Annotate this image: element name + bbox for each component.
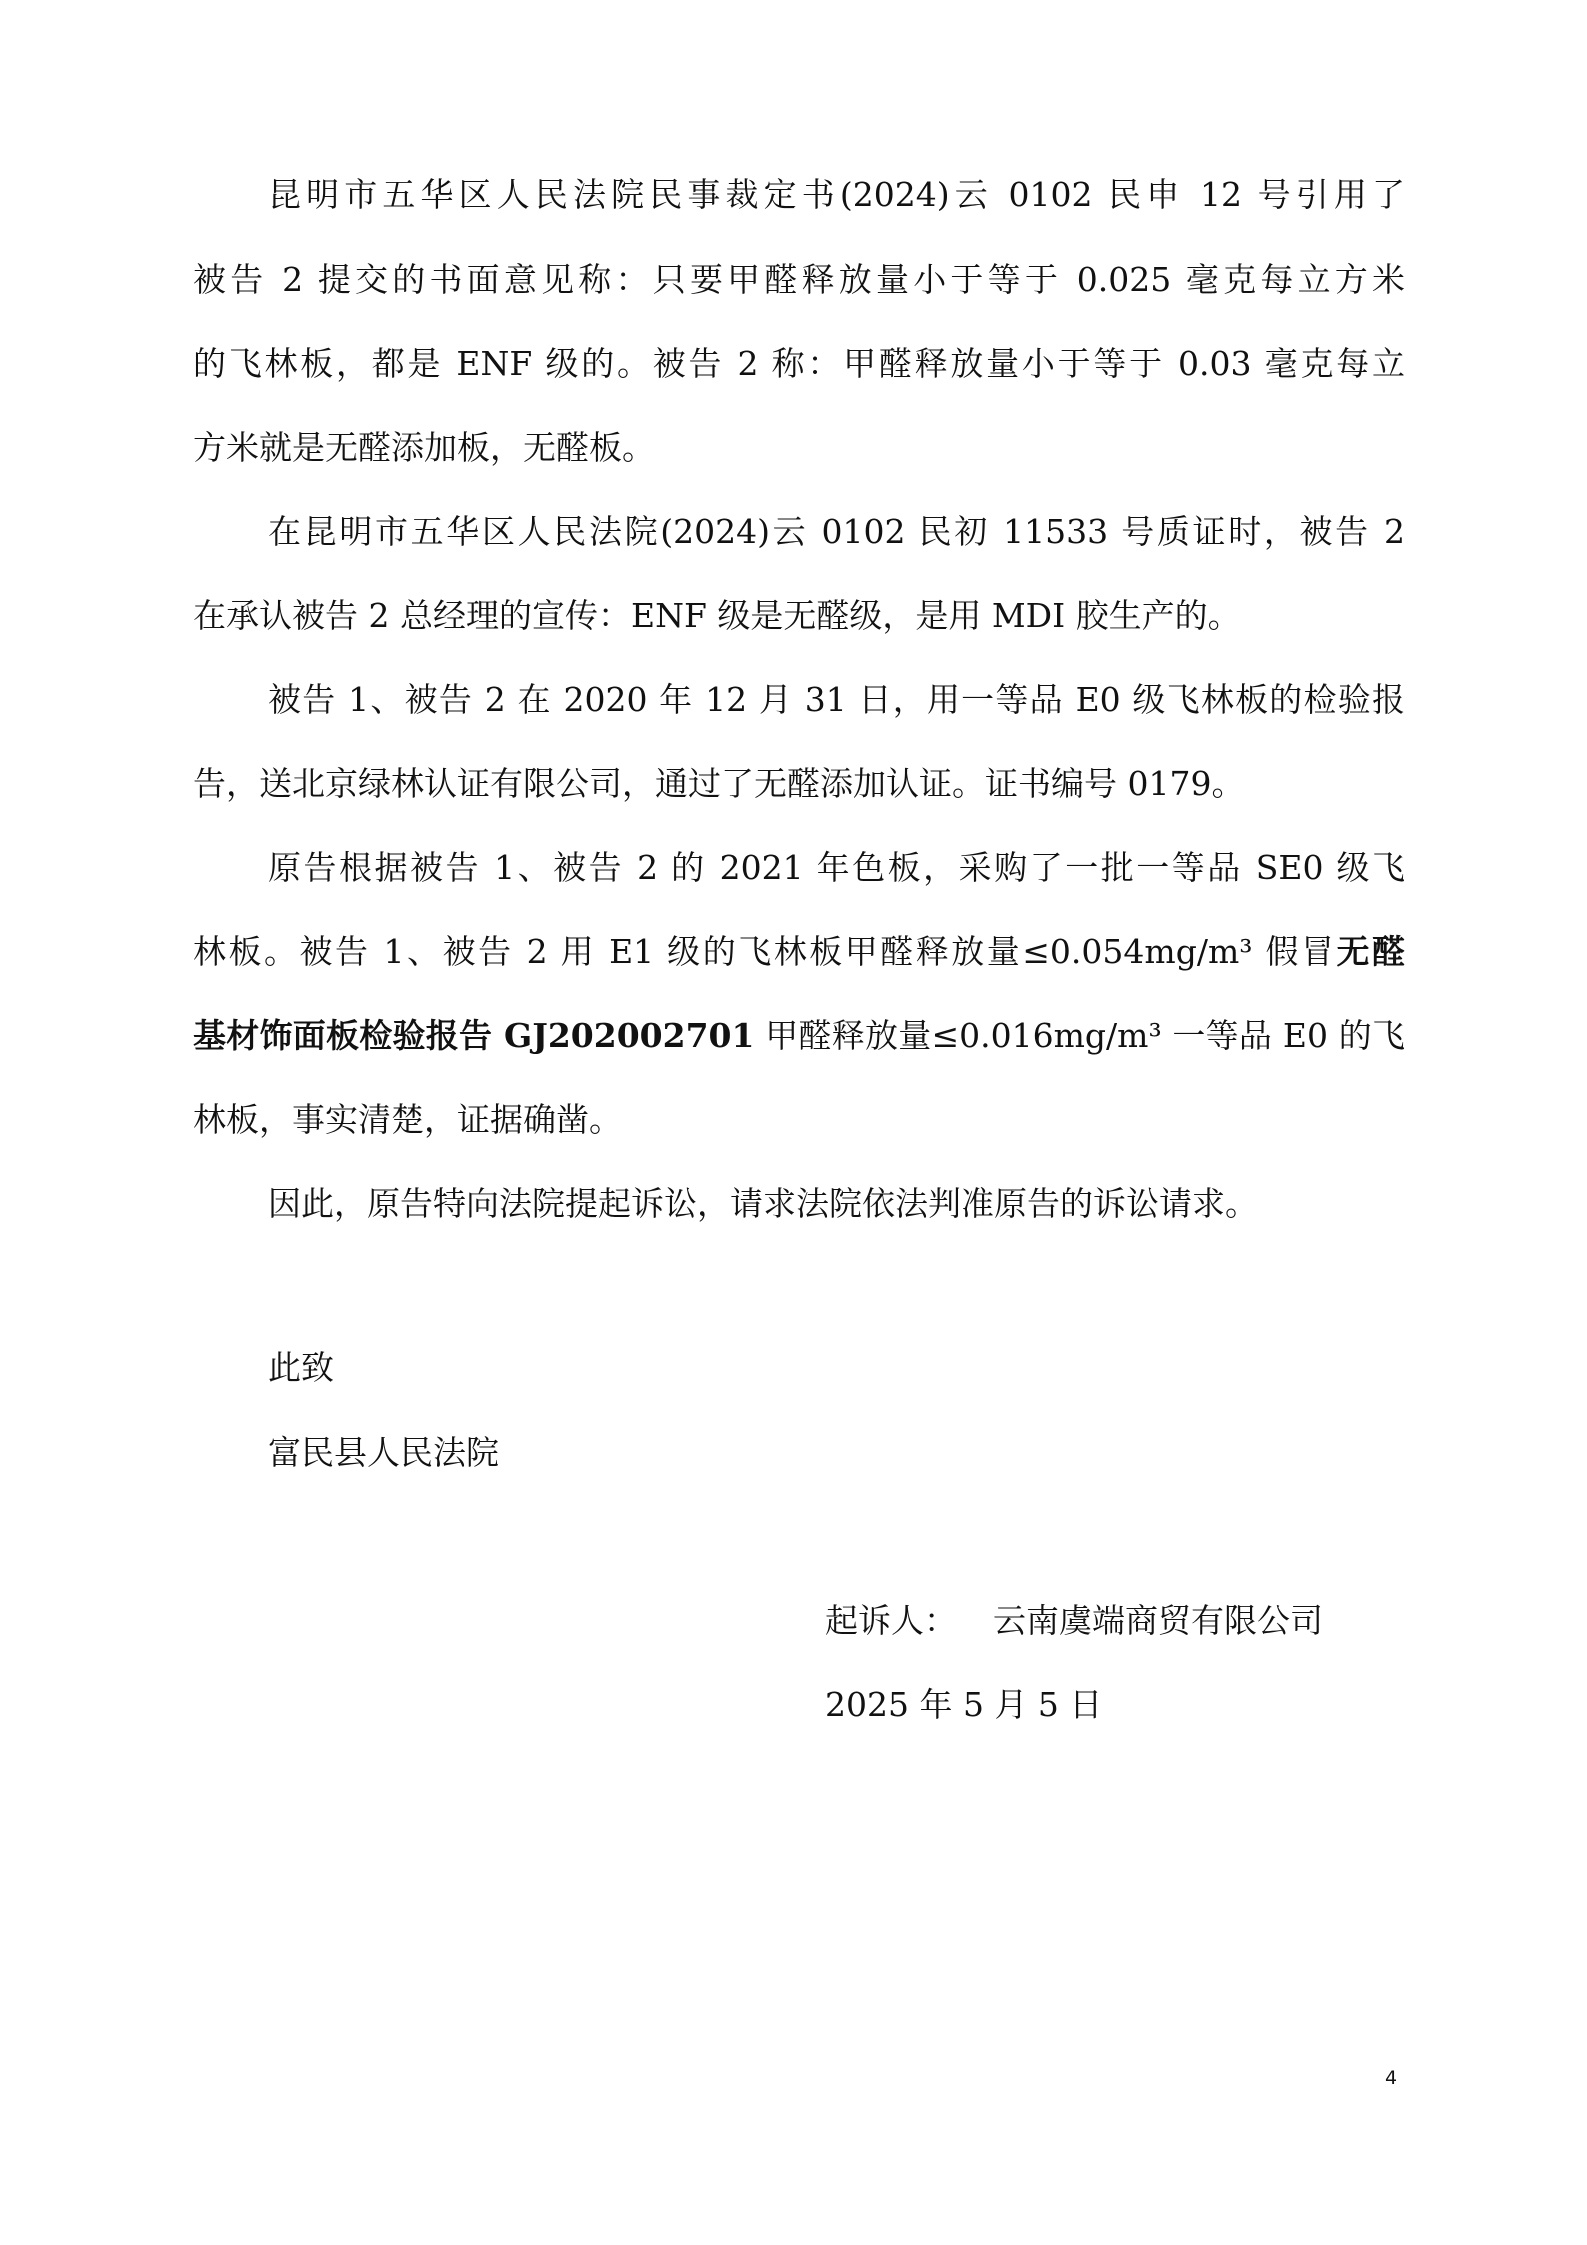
paragraph-3-line-1: 被告 1、被告 2 在 2020 年 12 月 31 日，用一等品 E0 级飞林板的检验报 bbox=[268, 680, 1405, 719]
paragraph-3-line-2: 告，送北京绿林认证有限公司，通过了无醛添加认证。证书编号 0179。 bbox=[193, 764, 1245, 803]
paragraph-1-line-2: 被告 2 提交的书面意见称：只要甲醛释放量小于等于 0.025 毫克每立方米 bbox=[193, 260, 1405, 299]
paragraph-4-bold-report-title: 基材饰面板检验报告 GJ202002701 bbox=[193, 1016, 755, 1055]
paragraph-2-line-2: 在承认被告 2 总经理的宣传：ENF 级是无醛级，是用 MDI 胶生产的。 bbox=[193, 596, 1241, 635]
paragraph-4-line-2-text: 林板。被告 1、被告 2 用 E1 级的飞林板甲醛释放量≤0.054mg/m³ 假冒 bbox=[193, 932, 1337, 971]
closing-court-name: 富民县人民法院 bbox=[268, 1433, 499, 1472]
closing-salutation: 此致 bbox=[268, 1348, 334, 1387]
paragraph-4-line-2 bbox=[193, 927, 1405, 977]
paragraph-1-line-1: 昆明市五华区人民法院民事裁定书(2024)云 0102 民申 12 号引用了 bbox=[268, 175, 1405, 214]
paragraph-4-bold-text: 无醛 bbox=[1336, 932, 1405, 971]
signature-plaintiff-name: 云南虞端商贸有限公司 bbox=[993, 1601, 1323, 1640]
paragraph-4-line-4: 林板，事实清楚，证据确凿。 bbox=[193, 1100, 622, 1139]
paragraph-4-line-3-text: 甲醛释放量≤0.016mg/m³ 一等品 E0 的飞 bbox=[754, 1016, 1405, 1055]
paragraph-4-line-1: 原告根据被告 1、被告 2 的 2021 年色板，采购了一批一等品 SE0 级飞 bbox=[268, 848, 1405, 887]
signature-plaintiff-label: 起诉人： bbox=[825, 1601, 957, 1640]
signature-date: 2025 年 5 月 5 日 bbox=[825, 1685, 1103, 1724]
paragraph-5-line-1: 因此，原告特向法院提起诉讼，请求法院依法判准原告的诉讼请求。 bbox=[268, 1184, 1258, 1223]
page-number: 4 bbox=[1385, 2067, 1398, 2089]
paragraph-2-line-1: 在昆明市五华区人民法院(2024)云 0102 民初 11533 号质证时，被告 2 bbox=[268, 512, 1405, 551]
paragraph-1-line-3: 的飞林板，都是 ENF 级的。被告 2 称：甲醛释放量小于等于 0.03 毫克每立 bbox=[193, 344, 1405, 383]
paragraph-4-line-3 bbox=[193, 1011, 1405, 1061]
signature-plaintiff bbox=[825, 1596, 1323, 1646]
paragraph-1-line-4: 方米就是无醛添加板，无醛板。 bbox=[193, 428, 655, 467]
